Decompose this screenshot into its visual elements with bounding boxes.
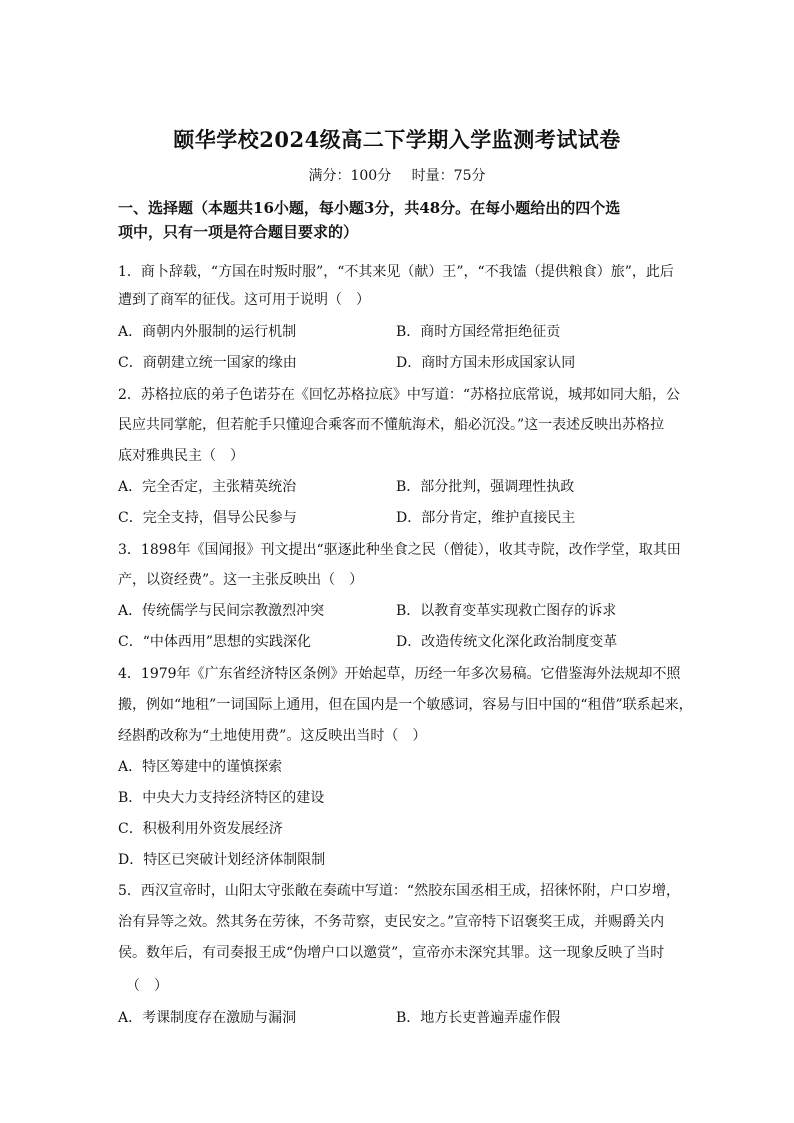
question-2-line-3: 底对雅典民主（ ） (118, 448, 244, 464)
question-5-line-3: 侯。数年后，有司奏报王成“伪增户口以邀赏”，宣帝亦未深究其罪。这一现象反映了当时 (118, 945, 665, 961)
question-3-option-d[interactable]: D．改造传统文化深化政治制度变革 (396, 634, 618, 650)
question-5-option-b[interactable]: B．地方长吏普遍弄虚作假 (396, 1010, 561, 1026)
question-4-option-c[interactable]: C．积极利用外资发展经济 (118, 821, 283, 837)
question-4-option-d[interactable]: D．特区已突破计划经济体制限制 (118, 852, 326, 868)
question-4-line-2: 搬，例如“地租”一词国际上通用，但在国内是一个敏感词，容易与旧中国的“租借”联系起来， (118, 697, 693, 713)
question-5-line-4: （ ） (126, 978, 168, 994)
question-1-option-b[interactable]: B．商时方国经常拒绝征贡 (396, 324, 561, 340)
question-5-line-2: 治有异等之效。然其务在劳徕，不务苛察，吏民安之。”宣帝特下诏褒奖王成，并赐爵关内 (118, 914, 665, 930)
question-1-line-1: 1．商卜辞载，“方国在时叛时服”，“不其来见（献）王”，“不我馌（提供粮食）旅”，此后 (118, 264, 674, 280)
question-5-line-1: 5．西汉宣帝时，山阳太守张敞在奏疏中写道：“然胶东国丞相王成，招徕怀附，户口岁增， (118, 883, 681, 899)
exam-title: 颐华学校2024级高二下学期入学监测考试试卷 (173, 127, 621, 152)
question-3-option-b[interactable]: B．以教育变革实现救亡图存的诉求 (396, 603, 617, 619)
question-2-option-b[interactable]: B．部分批判，强调理性执政 (396, 479, 575, 495)
question-1-line-2: 遭到了商军的征伐。这可用于说明（ ） (118, 292, 370, 308)
question-3-option-a[interactable]: A．传统儒学与民间宗教激烈冲突 (118, 603, 325, 619)
question-1-option-c[interactable]: C．商朝建立统一国家的缘由 (118, 355, 297, 371)
question-4-option-b[interactable]: B．中央大力支持经济特区的建设 (118, 790, 325, 806)
question-3-line-1: 3．1898年《国闻报》刊文提出“驱逐此种坐食之民（僧徒），收其寺院，改作学堂，取其田 (118, 542, 681, 558)
question-2-option-a[interactable]: A．完全否定，主张精英统治 (118, 479, 297, 495)
full-score: 满分：100分 (308, 168, 392, 184)
question-4-option-a[interactable]: A．特区筹建中的谨慎探索 (118, 759, 283, 775)
question-5-option-a[interactable]: A．考课制度存在激励与漏洞 (118, 1010, 297, 1026)
question-4-line-1: 4．1979年《广东省经济特区条例》开始起草，历经一年多次易稿。它借鉴海外法规却不照 (118, 666, 681, 682)
question-4-line-3: 经斟酌改称为“土地使用费”。这反映出当时（ ） (118, 728, 427, 744)
question-2-line-2: 民应共同掌舵，但若舵手只懂迎合乘客而不懂航海术，船必沉没。”这一表述反映出苏格拉 (118, 417, 665, 433)
time-limit: 时量：75分 (411, 168, 486, 184)
question-3-option-c[interactable]: C．“中体西用”思想的实践深化 (118, 634, 312, 650)
exam-info (0, 165, 794, 185)
question-2-option-d[interactable]: D．部分肯定，维护直接民主 (396, 510, 576, 526)
question-2-option-c[interactable]: C．完全支持，倡导公民参与 (118, 510, 297, 526)
question-1-option-d[interactable]: D．商时方国未形成国家认同 (396, 355, 576, 371)
question-1-option-a[interactable]: A．商朝内外服制的运行机制 (118, 324, 297, 340)
section-heading-line-2: 项中，只有一项是符合题目要求的） (118, 223, 359, 241)
question-3-line-2: 产，以资经费”。这一主张反映出（ ） (118, 572, 364, 588)
question-2-line-1: 2．苏格拉底的弟子色诺芬在《回忆苏格拉底》中写道：“苏格拉底常说，城邦如同大船，公 (118, 387, 681, 403)
section-heading-line-1: 一、选择题（本题共16小题，每小题3分，共48分。在每小题给出的四个选 (118, 199, 621, 217)
